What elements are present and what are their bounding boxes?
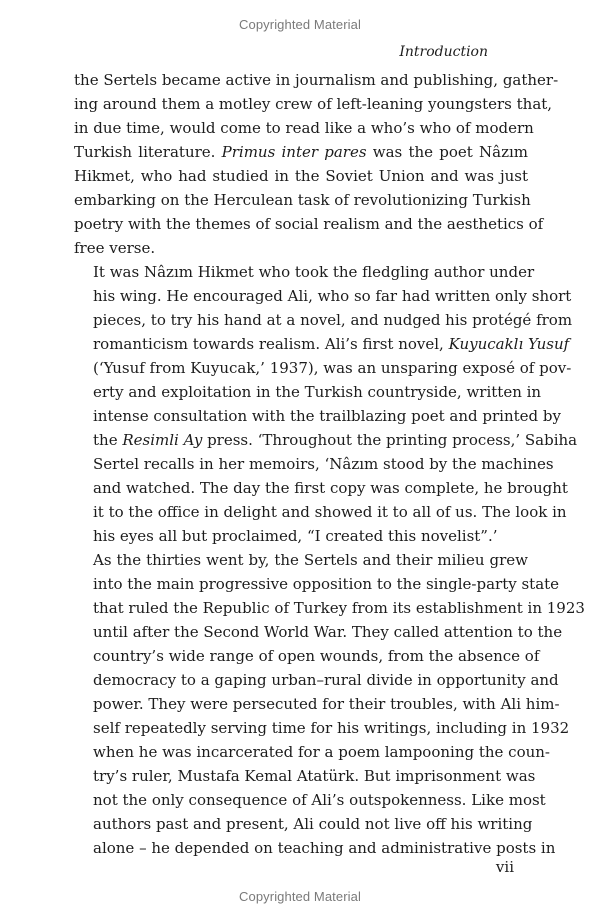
text-line: in due time, would come to read like a who’s who of modern xyxy=(74,119,534,137)
text-line: intense consultation with the trailblazing poet and printed by xyxy=(93,407,561,425)
text-line: embarking on the Herculean task of revolutionizing Turkish xyxy=(74,191,531,209)
text-line: power. They were persecuted for their troubles, with Ali him- xyxy=(93,695,560,713)
text-line: the Sertels became active in journalism and publishing, gather- xyxy=(74,71,559,89)
text-line: Turkish literature. Primus inter pares was the poet Nâzım xyxy=(74,143,528,161)
text-line: not the only consequence of Ali’s outspokenness. Like most xyxy=(93,791,546,809)
body-text xyxy=(74,68,585,860)
text-line: that ruled the Republic of Turkey from its establishment in 1923 xyxy=(93,599,585,617)
text-line: and watched. The day the first copy was complete, he brought xyxy=(93,479,568,497)
text-line: his eyes all but proclaimed, “I created this novelist”.’ xyxy=(93,527,498,545)
text-line: country’s wide range of open wounds, from the absence of xyxy=(93,647,540,665)
page-number: vii xyxy=(495,858,514,876)
text-line: the Resimli Ay press. ‘Throughout the printing process,’ Sabiha xyxy=(93,431,578,449)
text-line: until after the Second World War. They called attention to the xyxy=(93,623,563,641)
copyright-watermark-top: Copyrighted Material xyxy=(239,17,361,32)
text-line: self repeatedly serving time for his writings, including in 1932 xyxy=(93,719,570,737)
text-line: As the thirties went by, the Sertels and their milieu grew xyxy=(93,551,528,569)
text-line: It was Nâzım Hikmet who took the fledgling author under xyxy=(93,263,535,281)
text-line: poetry with the themes of social realism and the aesthetics of xyxy=(74,215,544,233)
paragraph xyxy=(74,68,559,260)
copyright-watermark-bottom: Copyrighted Material xyxy=(239,889,361,904)
text-line: authors past and present, Ali could not live off his writing xyxy=(93,815,533,833)
text-line: pieces, to try his hand at a novel, and nudged his protégé from xyxy=(93,311,573,329)
paragraph xyxy=(74,260,578,548)
text-line: Sertel recalls in her memoirs, ‘Nâzım stood by the machines xyxy=(93,455,554,473)
text-line: when he was incarcerated for a poem lampooning the coun- xyxy=(93,743,551,761)
text-line: romanticism towards realism. Ali’s first novel, Kuyucaklı Yusuf xyxy=(93,335,570,353)
paragraph xyxy=(74,548,585,860)
text-line: it to the office in delight and showed it to all of us. The look in xyxy=(93,503,567,521)
running-head: Introduction xyxy=(399,44,488,60)
text-line: his wing. He encouraged Ali, who so far had written only short xyxy=(93,287,572,305)
text-line: try’s ruler, Mustafa Kemal Atatürk. But imprisonment was xyxy=(93,767,536,785)
text-line: alone – he depended on teaching and administrative posts in xyxy=(93,839,556,857)
text-line: into the main progressive opposition to the single-party state xyxy=(93,575,560,593)
text-line: free verse. xyxy=(74,239,156,257)
text-line: Hikmet, who had studied in the Soviet Union and was just xyxy=(74,167,528,185)
text-line: (‘Yusuf from Kuyucak,’ 1937), was an unsparing exposé of pov- xyxy=(93,359,572,377)
text-line: erty and exploitation in the Turkish countryside, written in xyxy=(93,383,542,401)
text-line: ing around them a motley crew of left-leaning youngsters that, xyxy=(74,95,553,113)
text-line: democracy to a gaping urban–rural divide in opportunity and xyxy=(93,671,559,689)
